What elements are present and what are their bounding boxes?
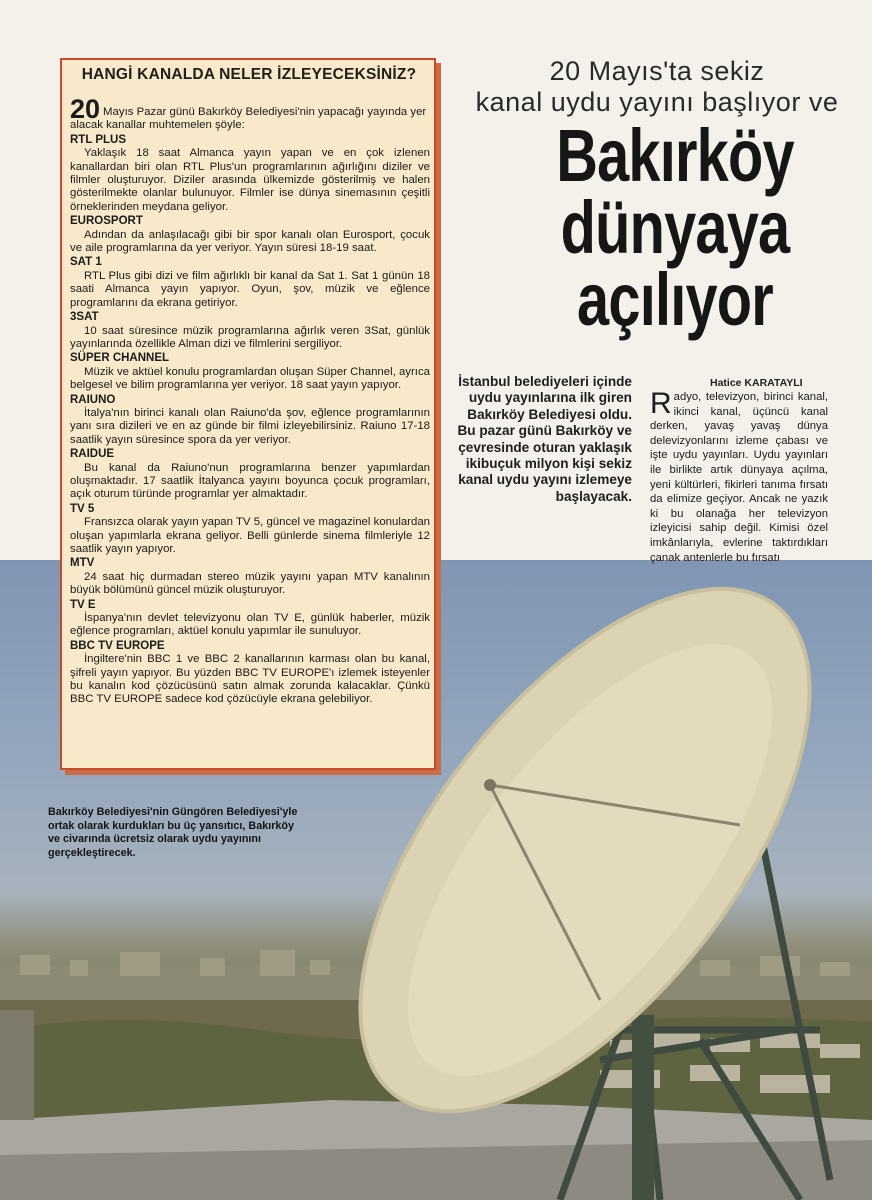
photo-caption: Bakırköy Belediyesi'nin Güngören Belediyesi'yle ortak olarak kurdukları bu üç yansıtıcı, Bakırköy ve civarında ücretsiz olarak uydu yayınını gerçekleştirecek. xyxy=(48,806,298,859)
channel-desc: İngiltere'nin BBC 1 ve BBC 2 kanallarının karması olan bu kanal, şifreli yayın yapıyor. Bu yüzden BBC TV EUROPE'ı izlemek isteyenler bu kanalın kod çözücüsünü satın almak zorunda kalacaklar. Çünkü BBC TV EUROPE sadece kod çözücüyle ekrana gelebiliyor. xyxy=(70,653,430,706)
intro-text: Mayıs Pazar günü Bakırköy Belediyesi'nin yapacağı yayında yer alacak kanallar muhtemelen şöyle: xyxy=(70,106,427,132)
channel-name: RAIDUE xyxy=(70,448,115,461)
channel-name: EUROSPORT xyxy=(70,215,143,228)
channel-desc: Müzik ve aktüel konulu programlardan oluşan Süper Channel, ayrıca belgesel ve bilim programlarına yer veriyor. 18 saat yayın yapıyor. xyxy=(70,365,430,392)
byline: Hatice KARATAYLI xyxy=(710,377,803,389)
channel-desc: 10 saat süresince müzik programlarına ağırlık veren 3Sat, günlük yayınlarında özellikle Alman dizi ve filmlerini sergiliyor. xyxy=(70,324,430,350)
channel-desc: Fransızca olarak yayın yapan TV 5, güncel ve magazinel konulardan oluşan yapımlarla ekrana geliyor. Belli günlerde sinema filmleriyle 12 saatlik yayın yapıyor. xyxy=(70,516,430,555)
channel-desc: Yaklaşık 18 saat Almanca yayın yapan ve en çok izlenen kanallardan biri olan RTL Plus'un programlarının ağırlığını diziler ve filmler oluşturuyor. Diziler arasında ülkemizde gösterilmiş ve halen gösterilmekte olanlar bulunuyor. Filmler ise dünya sinemasının çeşitli örneklerinden meydana geliyor. xyxy=(70,147,430,213)
channel-name: TV 5 xyxy=(70,502,95,515)
channel-name: RTL PLUS xyxy=(70,133,127,146)
channel-name: SAT 1 xyxy=(70,256,102,269)
channel-desc: İspanya'nın devlet televizyonu olan TV E, günlük haberler, müzik eğlence programları, aktüel konulu yapımlar ile sunuluyor. xyxy=(70,612,430,638)
channel-name: 3SAT xyxy=(70,311,99,324)
channel-name: RAIUNO xyxy=(70,393,116,406)
channel-desc: Bu kanal da Raiuno'nun programlarına benzer yapımlardan oluşmaktadır. 17 saatlik İtalyanca yayını boyunca çocuk programları, açık oturum türünde programlar yer almaktadır. xyxy=(70,461,430,501)
article-body xyxy=(650,387,828,565)
channel-name: TV E xyxy=(70,598,96,611)
channel-name: SÜPER CHANNEL xyxy=(70,352,170,365)
article-lead: İstanbul belediyeleri içinde uydu yayınlarına ilk giren Bakırköy Belediyesi oldu. Bu pazar günü Bakırköy ve çevresinde oturan yaklaşık ikibuçuk milyon kişi sekiz kanal uydu yayını izlemeye başlayacak. xyxy=(457,374,632,504)
drop-cap: R xyxy=(650,387,672,420)
channel-desc: 24 saat hiç durmadan stereo müzik yayını yapan MTV kanalının büyük bölümünü güncel müzik oluşturuyor. xyxy=(70,570,430,597)
intro-number: 20 xyxy=(70,94,101,124)
kicker-line: 20 Mayıs'ta sekiz xyxy=(549,56,765,86)
headline-kicker xyxy=(452,56,862,118)
headline-line: açılıyor xyxy=(577,258,773,341)
main-headline xyxy=(523,114,827,341)
sidebar-intro xyxy=(70,94,430,133)
sidebar-body xyxy=(70,94,430,707)
kicker-line: kanal uydu yayını başlıyor ve xyxy=(475,87,839,117)
channel-desc: Adından da anlaşılacağı gibi bir spor kanalı olan Eurosport, çocuk ve aile programlarına da yer veriyor. Yayın süresi 18-19 saat. xyxy=(70,228,430,255)
channel-name: MTV xyxy=(70,557,95,570)
headline-line: Bakırköy xyxy=(556,114,794,197)
dish-pole xyxy=(632,1015,654,1200)
headline-line: dünyaya xyxy=(560,186,790,269)
pole-left xyxy=(0,1010,34,1120)
channel-name: BBC TV EUROPE xyxy=(70,639,165,652)
channel-desc: İtalya'nın birinci kanalı olan Raiuno'da şov, eğlence programlarının yanı sıra dizileri ve en az günde bir filmi izleyebilirsiniz. Raiuno 17-18 saatlik yayın süresince spora da yer veriyor. xyxy=(70,406,430,446)
channel-desc: RTL Plus gibi dizi ve film ağırlıklı bir kanal da Sat 1. Sat 1 günün 18 saati Almanca yayın yapıyor. Oyun, şov, müzik ve eğlence programlarını da ekrana getiriyor. xyxy=(70,269,430,309)
sidebar-title: HANGİ KANALDA NELER İZLEYECEKSİNİZ? xyxy=(68,63,430,89)
body-text: adyo, televizyon, birinci kanal, ikinci kanal, üçüncü kanal derken, yavaş yavaş dünya delevizyonlarını izleme çabası ve işte uydu yayınları. Uydu yayınları ile birlikte artık dünyaya açılma, yeni kültürleri, fikirleri tanıma fırsatı da elimize geçiyor. Ancak ne yazık ki bu olanağa her televizyon izleyicisi sahip değil. Kimisi özel imkânlarıyla, evlerine taktırdıkları çanak antenlerle bu fırsatı xyxy=(650,391,828,564)
